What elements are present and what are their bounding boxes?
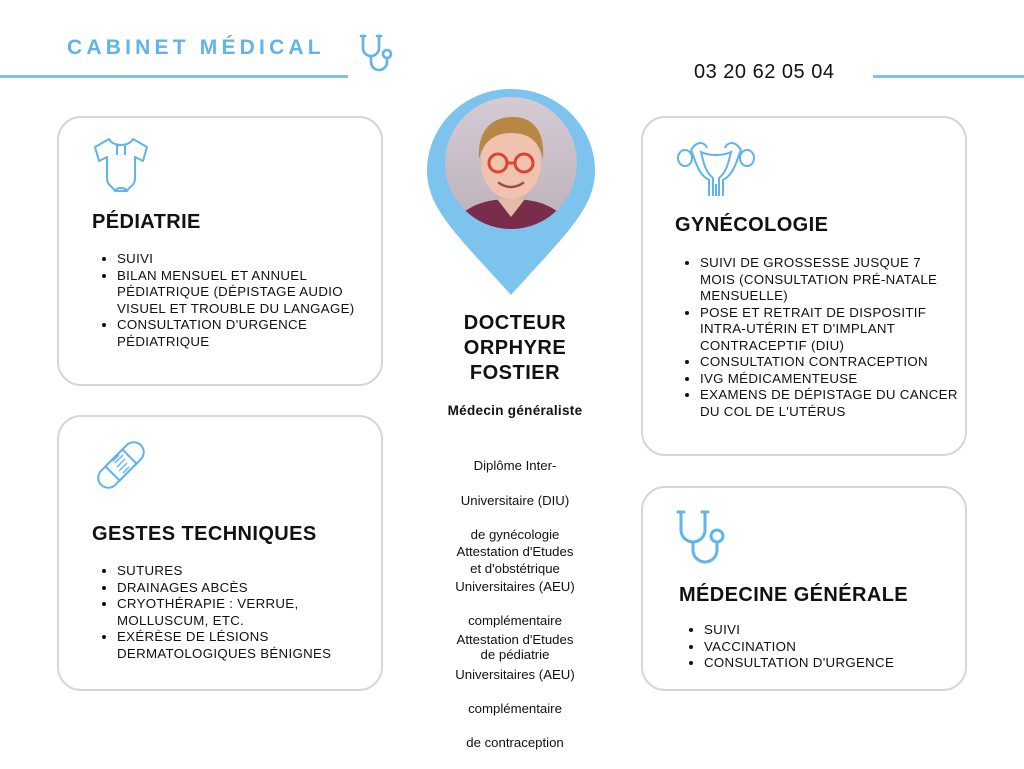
list-item: • POSE ET RETRAIT DE DISPOSITIF INTRA-UTÉRIN ET D'IMPLANT CONTRACEPTIF (DIU): [700, 305, 960, 355]
list-item: • CONSULTATION D'URGENCE PÉDIATRIQUE: [117, 317, 367, 350]
list-item: • DRAINAGES ABCÈS: [117, 580, 387, 597]
brand-title: CABINET MÉDICAL: [67, 36, 325, 59]
card-gynecologie: [641, 116, 967, 456]
qualification-line: et d'obstétrique: [470, 561, 560, 577]
qualification-line: Universitaires (AEU): [455, 578, 575, 594]
list-item: • CRYOTHÉRAPIE : VERRUE, MOLLUSCUM, ETC.: [117, 596, 387, 629]
qualification-line: Attestation d'Etudes: [456, 544, 574, 560]
header-rule-left: [0, 75, 348, 78]
doctor-name-line: FOSTIER: [469, 362, 561, 384]
service-list: [97, 563, 387, 662]
list-item: • SUIVI DE GROSSESSE JUSQUE 7 MOIS (CONSULTATION PRÉ-NATALE MENSUELLE): [700, 255, 960, 305]
qualification: [415, 614, 615, 769]
doctor-role: Médecin généraliste: [447, 403, 583, 418]
list-item: • CONSULTATION D'URGENCE: [704, 655, 964, 672]
list-item: • SUIVI: [704, 622, 964, 639]
list-item: • BILAN MENSUEL ET ANNUEL PÉDIATRIQUE (DÉPISTAGE AUDIO VISUEL ET TROUBLE DU LANGAGE): [117, 268, 367, 318]
list-item: • CONSULTATION CONTRACEPTION: [700, 354, 960, 371]
card-title: PÉDIATRIE: [92, 211, 201, 233]
list-item: • SUIVI: [117, 251, 367, 268]
card-title: GYNÉCOLOGIE: [675, 214, 829, 236]
header-rule-right: [873, 75, 1024, 78]
card-title: GESTES TECHNIQUES: [92, 523, 317, 545]
qualification-line: complémentaire: [468, 701, 562, 717]
stethoscope-icon: [355, 32, 401, 78]
list-item: • EXAMENS DE DÉPISTAGE DU CANCER DU COL DE L'UTÉRUS: [700, 387, 960, 420]
phone-number[interactable]: 03 20 62 05 04: [694, 61, 835, 83]
card-gestes-techniques: [57, 415, 383, 691]
card-pediatrie: [57, 116, 383, 386]
qualification-line: Attestation d'Etudes: [456, 632, 574, 648]
doctor-name-line: ORPHYRE: [463, 337, 567, 359]
service-list: [97, 251, 367, 350]
bandage-icon: [89, 433, 153, 497]
list-item: • EXÉRÈSE DE LÉSIONS DERMATOLOGIQUES BÉNIGNES: [117, 629, 387, 662]
doctor-name-line: DOCTEUR: [463, 312, 567, 334]
list-item: • VACCINATION: [704, 639, 964, 656]
qualification-line: de gynécologie: [470, 527, 560, 543]
baby-bodysuit-icon: [89, 135, 153, 197]
qualification-line: de pédiatrie: [480, 647, 550, 663]
uterus-icon: [675, 134, 757, 200]
doctor-portrait: [425, 87, 597, 297]
qualification-line: Universitaires (AEU): [455, 666, 575, 682]
qualification-line: Universitaire (DIU): [460, 492, 570, 508]
qualification-line: complémentaire: [468, 613, 562, 629]
stethoscope-icon: [673, 506, 745, 572]
list-item: • IVG MÉDICAMENTEUSE: [700, 371, 960, 388]
doctor-name: [430, 311, 600, 386]
list-item: • SUTURES: [117, 563, 387, 580]
service-list: [684, 622, 964, 672]
service-list: [680, 255, 960, 420]
qualification-line: de contraception: [466, 735, 564, 751]
card-title: MÉDECINE GÉNÉRALE: [679, 584, 909, 606]
card-medecine-generale: [641, 486, 967, 691]
qualification-line: Diplôme Inter-: [473, 458, 557, 474]
